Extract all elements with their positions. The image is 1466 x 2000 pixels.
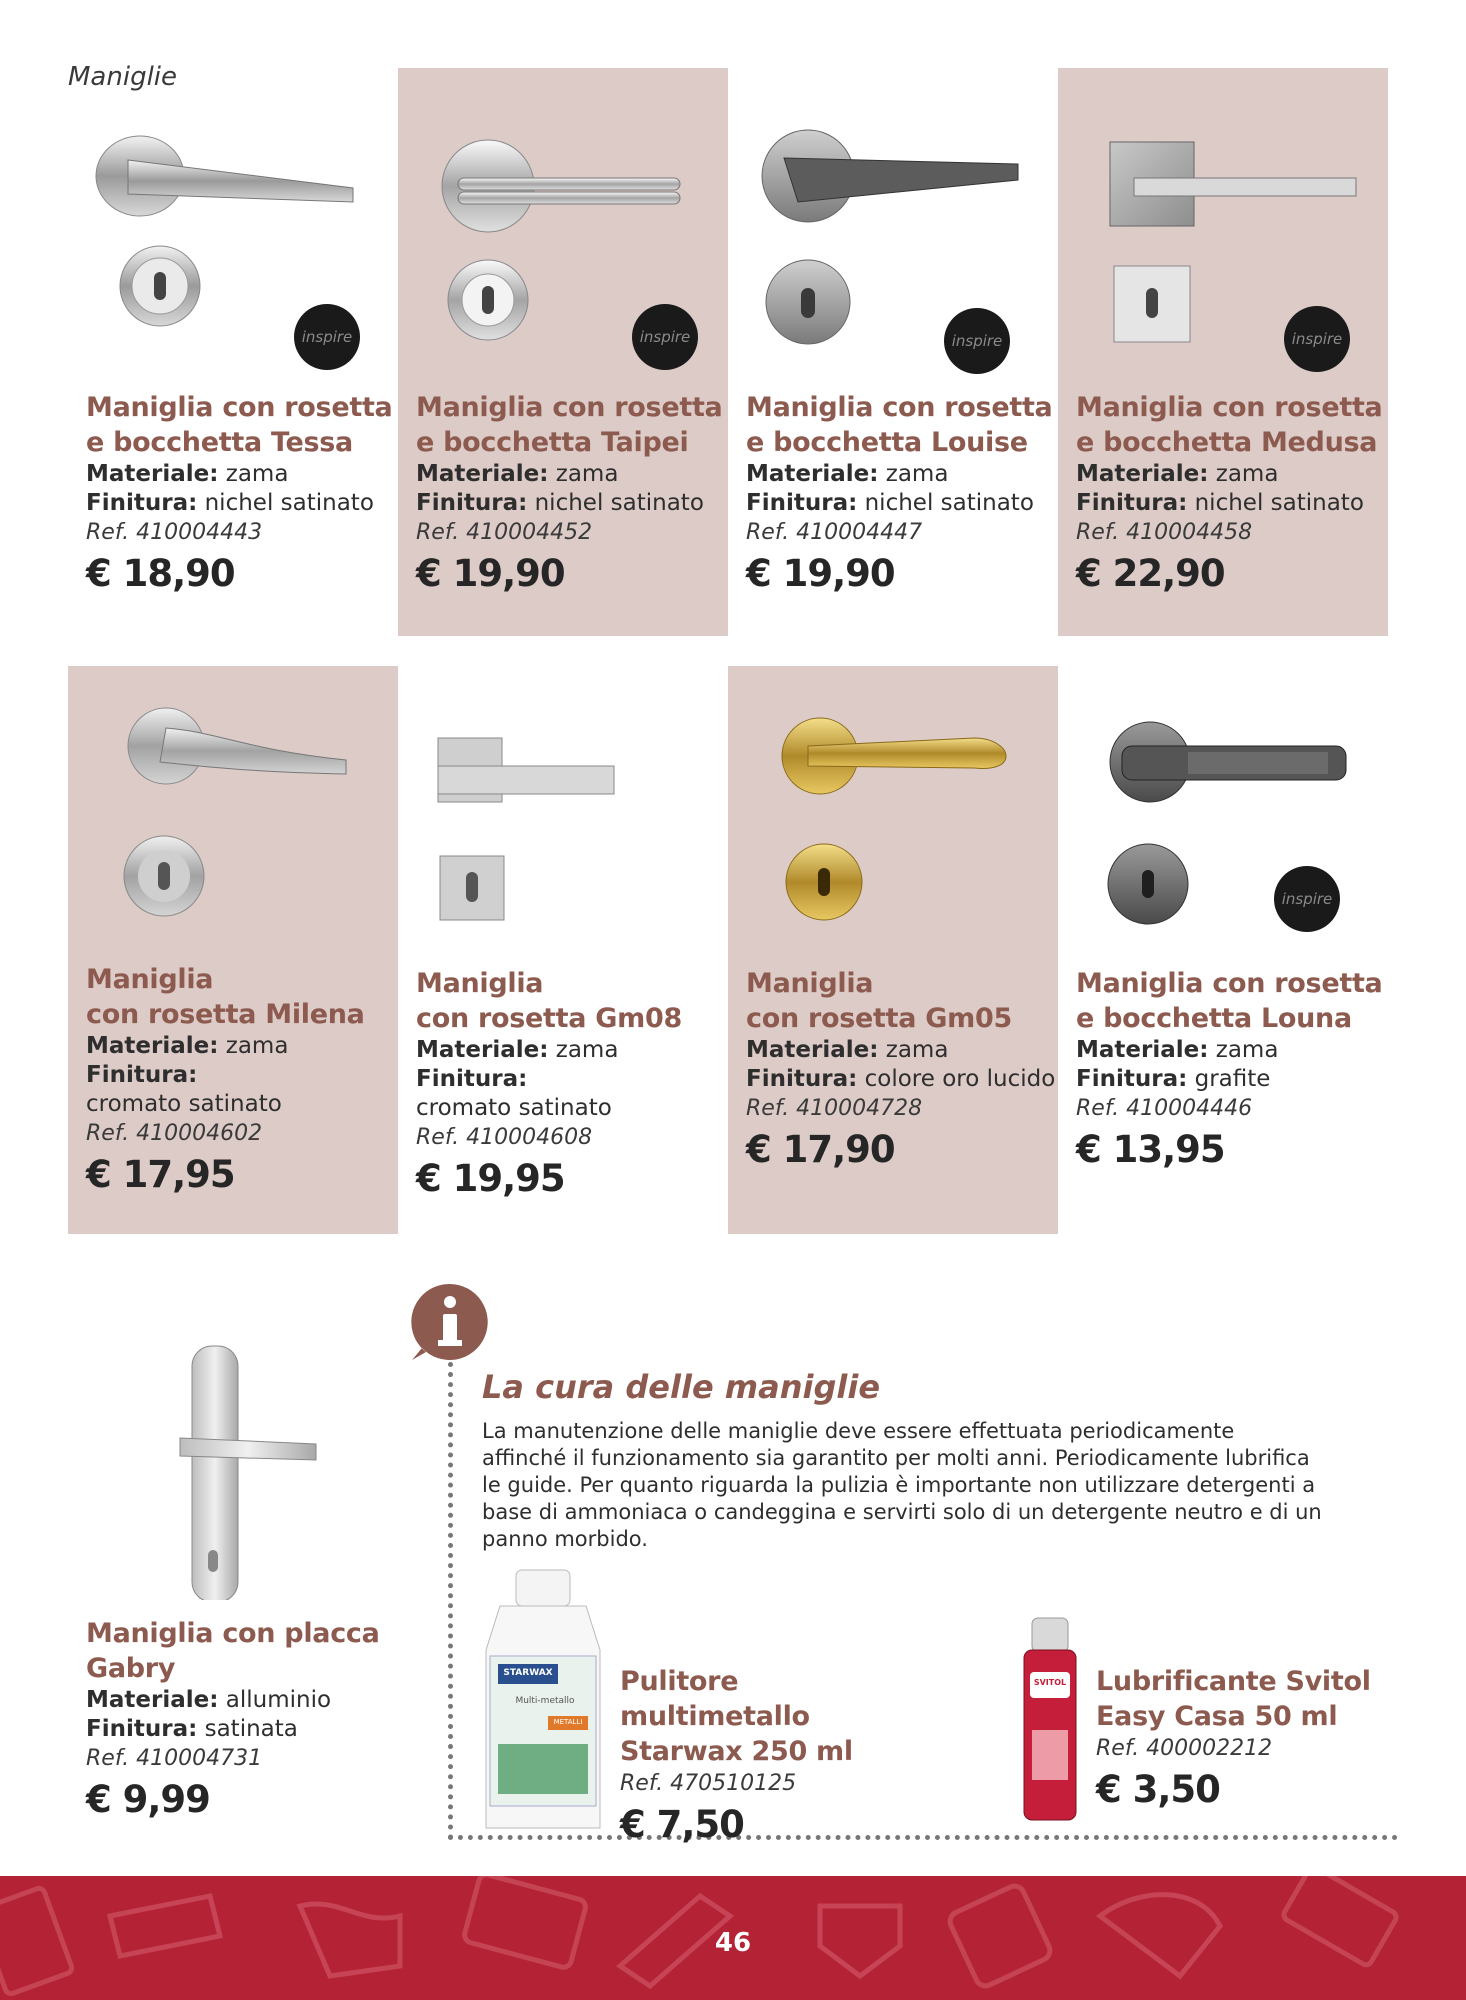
product-price: € 9,99	[86, 1778, 210, 1821]
product-finish-label: Finitura:	[86, 1062, 198, 1088]
product-name: Maniglia con rosetta	[1076, 968, 1383, 999]
product-finish: Finitura: nichel satinato	[86, 490, 374, 516]
product-ref: Ref. 410004446	[1076, 1096, 1253, 1121]
product-name: Starwax 250 ml	[620, 1736, 853, 1767]
product-material: Materiale: zama	[86, 461, 289, 487]
product-material: Materiale: zama	[86, 1033, 289, 1059]
product-ref: Ref. 410004731	[86, 1746, 263, 1771]
section-label: Maniglie	[68, 62, 178, 92]
product-price: € 18,90	[86, 552, 235, 595]
product-price: € 19,95	[416, 1157, 565, 1200]
product-price: € 17,90	[746, 1128, 895, 1171]
product-finish: Finitura: nichel satinato	[1076, 490, 1364, 516]
care-title: La cura delle maniglie	[482, 1368, 881, 1406]
product-name: Pulitore multimetallo	[620, 1666, 810, 1732]
product-image-gm08	[398, 666, 728, 966]
product-card-medusa[interactable]	[1058, 68, 1388, 636]
starwax-brand-label: STARWAX	[503, 1668, 553, 1678]
product-card-milena[interactable]	[68, 666, 398, 1234]
product-name: Lubrificante Svitol	[1096, 1666, 1371, 1697]
product-name: Maniglia con rosetta	[1076, 392, 1383, 423]
product-finish: cromato satinato	[416, 1095, 612, 1121]
inspire-badge: inspire	[1284, 306, 1350, 372]
product-name: Gabry	[86, 1653, 176, 1684]
product-ref: Ref. 400002212	[1096, 1736, 1273, 1761]
product-finish: Finitura: nichel satinato	[416, 490, 704, 516]
svitol-can-image	[1010, 1610, 1090, 1830]
page-number: 46	[714, 1928, 752, 1958]
product-ref: Ref. 410004443	[86, 520, 263, 545]
product-image-louna	[1058, 666, 1388, 966]
product-name: e bocchetta Taipei	[416, 427, 689, 458]
product-material: Materiale: zama	[416, 1037, 619, 1063]
product-material: Materiale: zama	[1076, 1037, 1279, 1063]
product-finish: Finitura: satinata	[86, 1716, 298, 1742]
svitol-brand-label: SVITOL	[1033, 1678, 1067, 1687]
product-material: Materiale: zama	[746, 461, 949, 487]
product-name: con rosetta Milena	[86, 999, 365, 1030]
product-name: Maniglia con placca	[86, 1618, 380, 1649]
product-finish: Finitura: colore oro lucido	[746, 1066, 1056, 1092]
care-text: La manutenzione delle maniglie deve essere effettuata periodicamente affinché il funzionamento sia garantito per molti anni. Periodicamente lubrifica le guide. Per quanto riguarda la pulizia è importante non utilizzare detergenti a base di ammoniaca o candeggina e servirti solo di un detergente neutro e di un panno morbido.	[482, 1419, 1322, 1551]
starwax-label-2: METALLI	[553, 1718, 583, 1726]
product-name: e bocchetta Tessa	[86, 427, 353, 458]
product-image-milena	[68, 666, 398, 966]
product-ref: Ref. 410004728	[746, 1096, 923, 1121]
inspire-badge: inspire	[944, 308, 1010, 374]
product-price: € 19,90	[416, 552, 565, 595]
inspire-badge: inspire	[632, 304, 698, 370]
product-price: € 13,95	[1076, 1128, 1225, 1171]
product-name: e bocchetta Louna	[1076, 1003, 1352, 1034]
product-name: Maniglia	[746, 968, 874, 999]
product-name: Maniglia con rosetta	[416, 392, 723, 423]
product-material: Materiale: alluminio	[86, 1687, 332, 1713]
product-card-taipei[interactable]	[398, 68, 728, 636]
product-material: Materiale: zama	[1076, 461, 1279, 487]
product-card-tessa[interactable]	[68, 68, 398, 636]
footer-band	[0, 1876, 1466, 2000]
product-name: con rosetta Gm08	[416, 1003, 682, 1034]
product-name: con rosetta Gm05	[746, 1003, 1012, 1034]
product-name: e bocchetta Louise	[746, 427, 1028, 458]
product-finish: cromato satinato	[86, 1091, 282, 1117]
product-price: € 19,90	[746, 552, 895, 595]
product-finish-label: Finitura:	[416, 1066, 528, 1092]
product-ref: Ref. 410004602	[86, 1121, 263, 1146]
product-ref: Ref. 410004447	[746, 520, 923, 545]
product-card-starwax[interactable]	[468, 1560, 928, 1846]
product-image-louise	[728, 68, 1058, 368]
product-material: Materiale: zama	[746, 1037, 949, 1063]
product-ref: Ref. 410004452	[416, 520, 593, 545]
starwax-label-1: Multi-metallo	[515, 1696, 575, 1706]
product-material: Materiale: zama	[416, 461, 619, 487]
product-price: € 17,95	[86, 1153, 235, 1196]
info-icon	[410, 1282, 490, 1362]
product-name: Maniglia con rosetta	[86, 392, 393, 423]
product-price: € 3,50	[1096, 1768, 1220, 1811]
product-name: Maniglia	[416, 968, 544, 999]
product-name: Easy Casa 50 ml	[1096, 1701, 1338, 1732]
product-price: € 22,90	[1076, 552, 1225, 595]
product-card-louise[interactable]	[728, 68, 1058, 636]
product-card-louna[interactable]	[1058, 666, 1388, 1234]
product-card-svitol[interactable]	[1010, 1610, 1400, 1830]
product-ref: Ref. 410004458	[1076, 520, 1253, 545]
product-price: € 7,50	[620, 1803, 744, 1846]
product-name: Maniglia	[86, 964, 214, 995]
inspire-badge: inspire	[294, 304, 360, 370]
product-card-gm05[interactable]	[728, 666, 1058, 1234]
product-image-gm05	[728, 666, 1058, 966]
product-ref: Ref. 410004608	[416, 1125, 593, 1150]
product-name: Maniglia con rosetta	[746, 392, 1053, 423]
product-card-gabry[interactable]	[68, 1330, 398, 1830]
product-card-gm08[interactable]	[398, 666, 728, 1234]
product-ref: Ref. 470510125	[620, 1771, 797, 1796]
product-image-gabry	[68, 1330, 398, 1600]
inspire-badge: inspire	[1274, 866, 1340, 932]
product-name: e bocchetta Medusa	[1076, 427, 1378, 458]
product-finish: Finitura: grafite	[1076, 1066, 1271, 1092]
product-finish: Finitura: nichel satinato	[746, 490, 1034, 516]
